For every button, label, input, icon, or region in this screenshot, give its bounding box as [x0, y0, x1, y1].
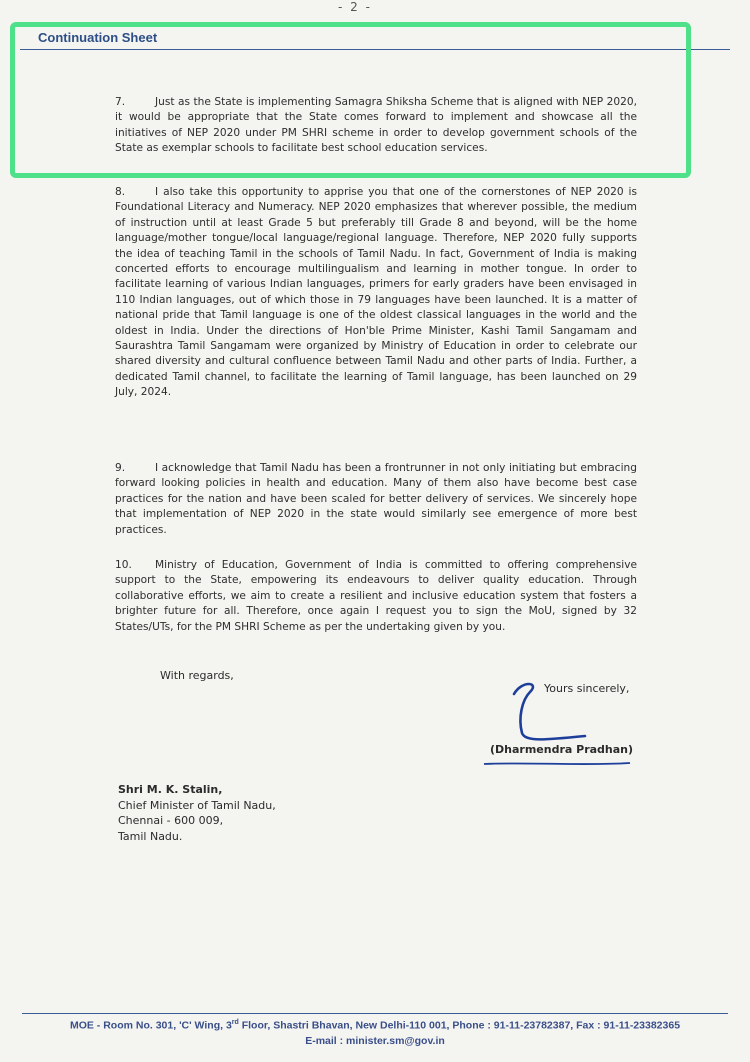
- paragraph-text: Ministry of Education, Government of India is committed to offering comprehensive support to the State, empowering its endeavours to deliver quality education. Through collaborative efforts, we aim to create a resilient and inclusive education system that fosters a brighter future for all. Therefore, once again I request you to sign the MoU, signed by 32 States/UTs, for the PM SHRI Scheme as per the undertaking given by you.: [115, 559, 637, 633]
- paragraph-text: I also take this opportunity to apprise you that one of the cornerstones of NEP 2020 is Foundational Literacy and Numeracy. NEP 2020 emphasizes that wherever possible, the medium of instruction until at least Grade 5 but preferably till Grade 8 and beyond, will be the home language/mother tongue/local language/regional language. Therefore, NEP 2020 fully supports the idea of teaching Tamil in the schools of Tamil Nadu. In fact, Government of India is making concerted efforts to encourage multilingualism and learning in mother tongue. In order to facilitate learning of various Indian languages, primers for early graders have been envisaged in 110 Indian languages, out of which those in 79 languages have been launched. It is a matter of national pride that Tamil language is one of the oldest classical languages in the world and the oldest in India. Under the directions of Hon'ble Prime Minister, Kashi Tamil Sangamam and Saurashtra Tamil Sangamam were organized by Ministry of Education in order to celebrate our shared diversity and cultural confluence between Tamil Nadu and other parts of India. Further, a dedicated Tamil channel, to facilitate the learning of Tamil language, has been launched on 29 July, 2024.: [115, 186, 637, 399]
- addressee-name: Shri M. K. Stalin,: [118, 783, 223, 796]
- footer-address-post: Floor, Shastri Bhavan, New Delhi-110 001, Phone : 91-11-23782387, Fax : 91-11-23382365: [238, 1019, 681, 1032]
- signatory-name: (Dharmendra Pradhan): [490, 743, 634, 756]
- addressee-designation: Chief Minister of Tamil Nadu,: [118, 798, 276, 812]
- paragraph-number: 10.: [115, 559, 132, 571]
- footer-address-pre: MOE - Room No. 301, 'C' Wing, 3: [69, 1019, 232, 1032]
- addressee-block: [118, 782, 276, 844]
- signature-underline: [482, 762, 632, 766]
- addressee-city: Chennai - 600 009,: [118, 814, 224, 827]
- paragraph-10: [115, 558, 637, 635]
- page-number: - 2 -: [338, 0, 372, 14]
- paragraph-9: [115, 461, 637, 538]
- paragraph-text: Just as the State is implementing Samagra Shiksha Scheme that is aligned with NEP 2020, it would be appropriate that the State comes forward to implement and showcase all the initiatives of NEP 2020 under PM SHRI scheme in order to develop government schools of the State as exemplar schools to facilitate best school education services.: [115, 96, 637, 155]
- closing-yours-sincerely: Yours sincerely,: [544, 682, 630, 695]
- addressee-state: Tamil Nadu.: [118, 829, 183, 843]
- paragraph-7: [115, 95, 637, 157]
- footer-rule: [22, 1013, 728, 1014]
- footer-email: E-mail : minister.sm@gov.in: [305, 1035, 445, 1047]
- signature-image: [500, 678, 590, 748]
- continuation-sheet-title: Continuation Sheet: [38, 30, 158, 45]
- paragraph-text: I acknowledge that Tamil Nadu has been a frontrunner in not only initiating but embracing forward looking policies in health and education. Many of them also have become best case practices for the nation and have been scaled for better delivery of services. We sincerely hope that implementation of NEP 2020 in the state would similarly see emergence of more best practices.: [115, 462, 637, 536]
- closing-regards: With regards,: [160, 669, 234, 682]
- paragraph-number: 7.: [115, 96, 126, 108]
- paragraph-8: [115, 185, 637, 401]
- paragraph-number: 8.: [115, 186, 126, 198]
- footer-address: [0, 1019, 750, 1032]
- footer-address-sup: rd: [231, 1019, 239, 1026]
- paragraph-number: 9.: [115, 462, 126, 474]
